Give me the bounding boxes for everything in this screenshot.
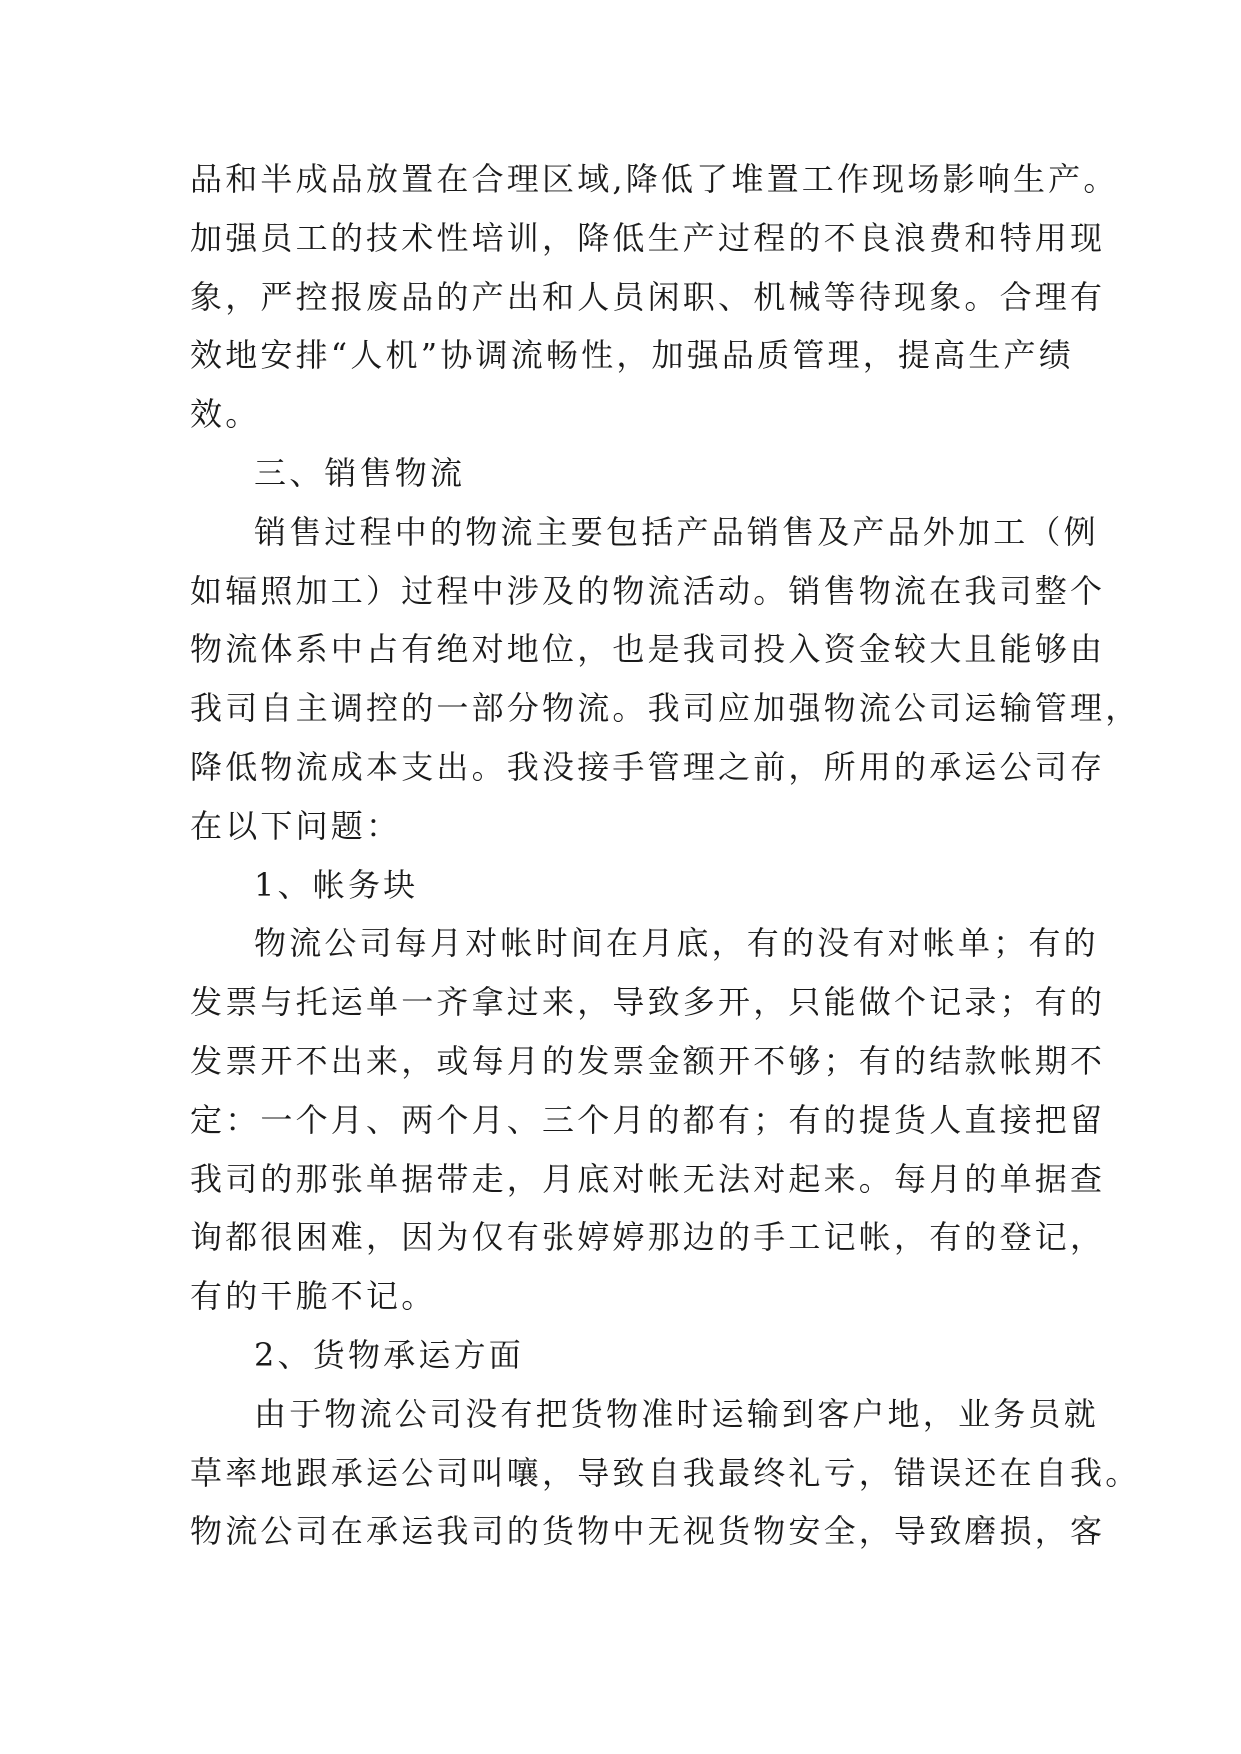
text-line: 物流公司每月对帐时间在月底，有的没有对帐单；有的 — [254, 924, 1099, 963]
text-line: 定：一个月、两个月、三个月的都有；有的提货人直接把留 — [190, 1100, 1106, 1139]
text-line: 询都很困难，因为仅有张婷婷那边的手工记帐，有的登记， — [190, 1218, 1106, 1257]
text-line: 我司的那张单据带走，月底对帐无法对起来。每月的单据查 — [190, 1159, 1106, 1198]
section-heading: 三、销售物流 — [254, 453, 466, 492]
text-line: 在以下问题： — [190, 806, 402, 845]
text-line: 由于物流公司没有把货物准时运输到客户地，业务员就 — [254, 1394, 1099, 1433]
text-line: 物流体系中占有绝对地位，也是我司投入资金较大且能够由 — [190, 630, 1106, 669]
text-line: 品和半成品放置在合理区域,降低了堆置工作现场影响生产。 — [190, 160, 1119, 198]
text-line: 草率地跟承运公司叫嚷，导致自我最终礼亏，错误还在自我。 — [190, 1453, 1141, 1492]
text-line: 象，严控报废品的产出和人员闲职、机械等待现象。合理有 — [190, 277, 1106, 316]
text-line: 如辐照加工）过程中涉及的物流活动。销售物流在我司整个 — [190, 571, 1106, 610]
text-line: 效地安排“人机”协调流畅性，加强品质管理，提高生产绩 — [190, 336, 1074, 375]
document-body — [190, 150, 1141, 1561]
text-line: 降低物流成本支出。我没接手管理之前，所用的承运公司存 — [190, 747, 1106, 786]
text-line: 销售过程中的物流主要包括产品销售及产品外加工（例 — [254, 512, 1099, 551]
subsection-heading: 1、帐务块 — [254, 865, 419, 904]
text-line: 效。 — [190, 395, 261, 434]
text-line: 物流公司在承运我司的货物中无视货物安全，导致磨损，客 — [190, 1512, 1106, 1551]
text-line: 发票开不出来，或每月的发票金额开不够；有的结款帐期不 — [190, 1041, 1106, 1080]
text-line: 有的干脆不记。 — [190, 1277, 437, 1316]
text-line: 我司自主调控的一部分物流。我司应加强物流公司运输管理， — [190, 689, 1141, 728]
subsection-heading: 2、货物承运方面 — [254, 1335, 524, 1374]
text-line: 发票与托运单一齐拿过来，导致多开，只能做个记录；有的 — [190, 983, 1106, 1022]
text-line: 加强员工的技术性培训，降低生产过程的不良浪费和特用现 — [190, 218, 1106, 257]
